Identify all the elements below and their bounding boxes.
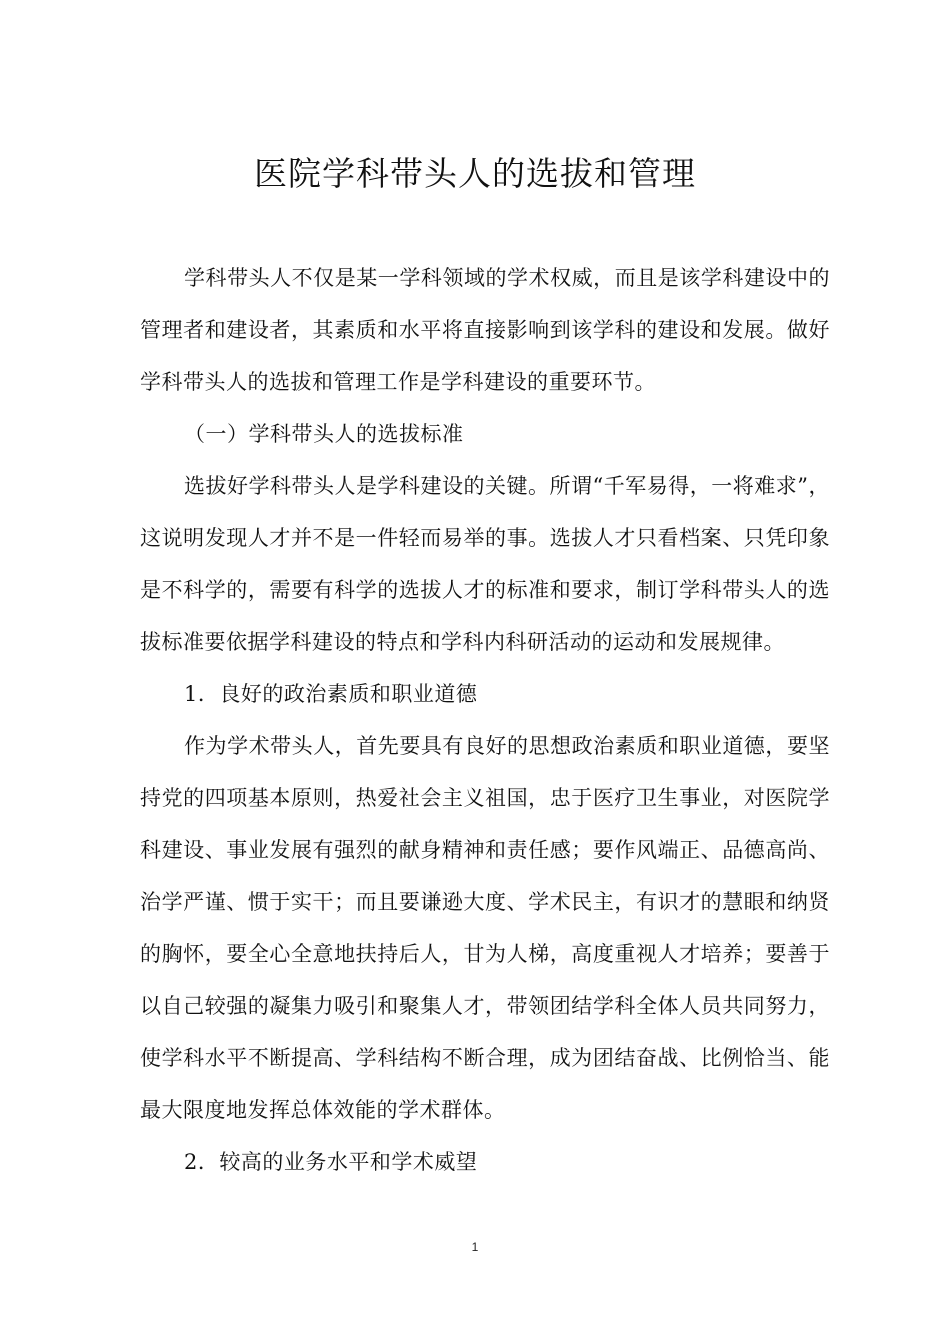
document-body: [140, 252, 830, 1188]
document-title: 医院学科带头人的选拔和管理: [254, 154, 696, 193]
page-number: 1: [471, 1240, 479, 1254]
subheading-political-quality: 1．良好的政治素质和职业道德: [184, 682, 478, 706]
subheading-professional-level: 2．较高的业务水平和学术威望: [184, 1150, 478, 1174]
political-quality-paragraph: 作为学术带头人，首先要具有良好的思想政治素质和职业道德，要坚持党的四项基本原则，热爱社会主义祖国，忠于医疗卫生事业，对医院学科建设、事业发展有强烈的献身精神和责任感；要作风端正、品德高尚、治学严谨、惯于实干；而且要谦逊大度、学术民主，有识才的慧眼和纳贤的胸怀，要全心全意地扶持后人，甘为人梯，高度重视人才培养；要善于以自己较强的凝集力吸引和聚集人才，带领团结学科全体人员共同努力，使学科水平不断提高、学科结构不断合理，成为团结奋战、比例恰当、能最大限度地发挥总体效能的学术群体。: [140, 734, 830, 1122]
selection-paragraph: 选拔好学科带头人是学科建设的关键。所谓“千军易得，一将难求”，这说明发现人才并不是一件轻而易举的事。选拔人才只看档案、只凭印象是不科学的，需要有科学的选拔人才的标准和要求，制订学科带头人的选拔标准要依据学科建设的特点和学科内科研活动的运动和发展规律。: [140, 474, 830, 654]
section-heading-selection-criteria: （一）学科带头人的选拔标准: [184, 422, 464, 446]
intro-paragraph: 学科带头人不仅是某一学科领域的学术权威，而且是该学科建设中的管理者和建设者，其素质和水平将直接影响到该学科的建设和发展。做好学科带头人的选拔和管理工作是学科建设的重要环节。: [140, 266, 830, 394]
